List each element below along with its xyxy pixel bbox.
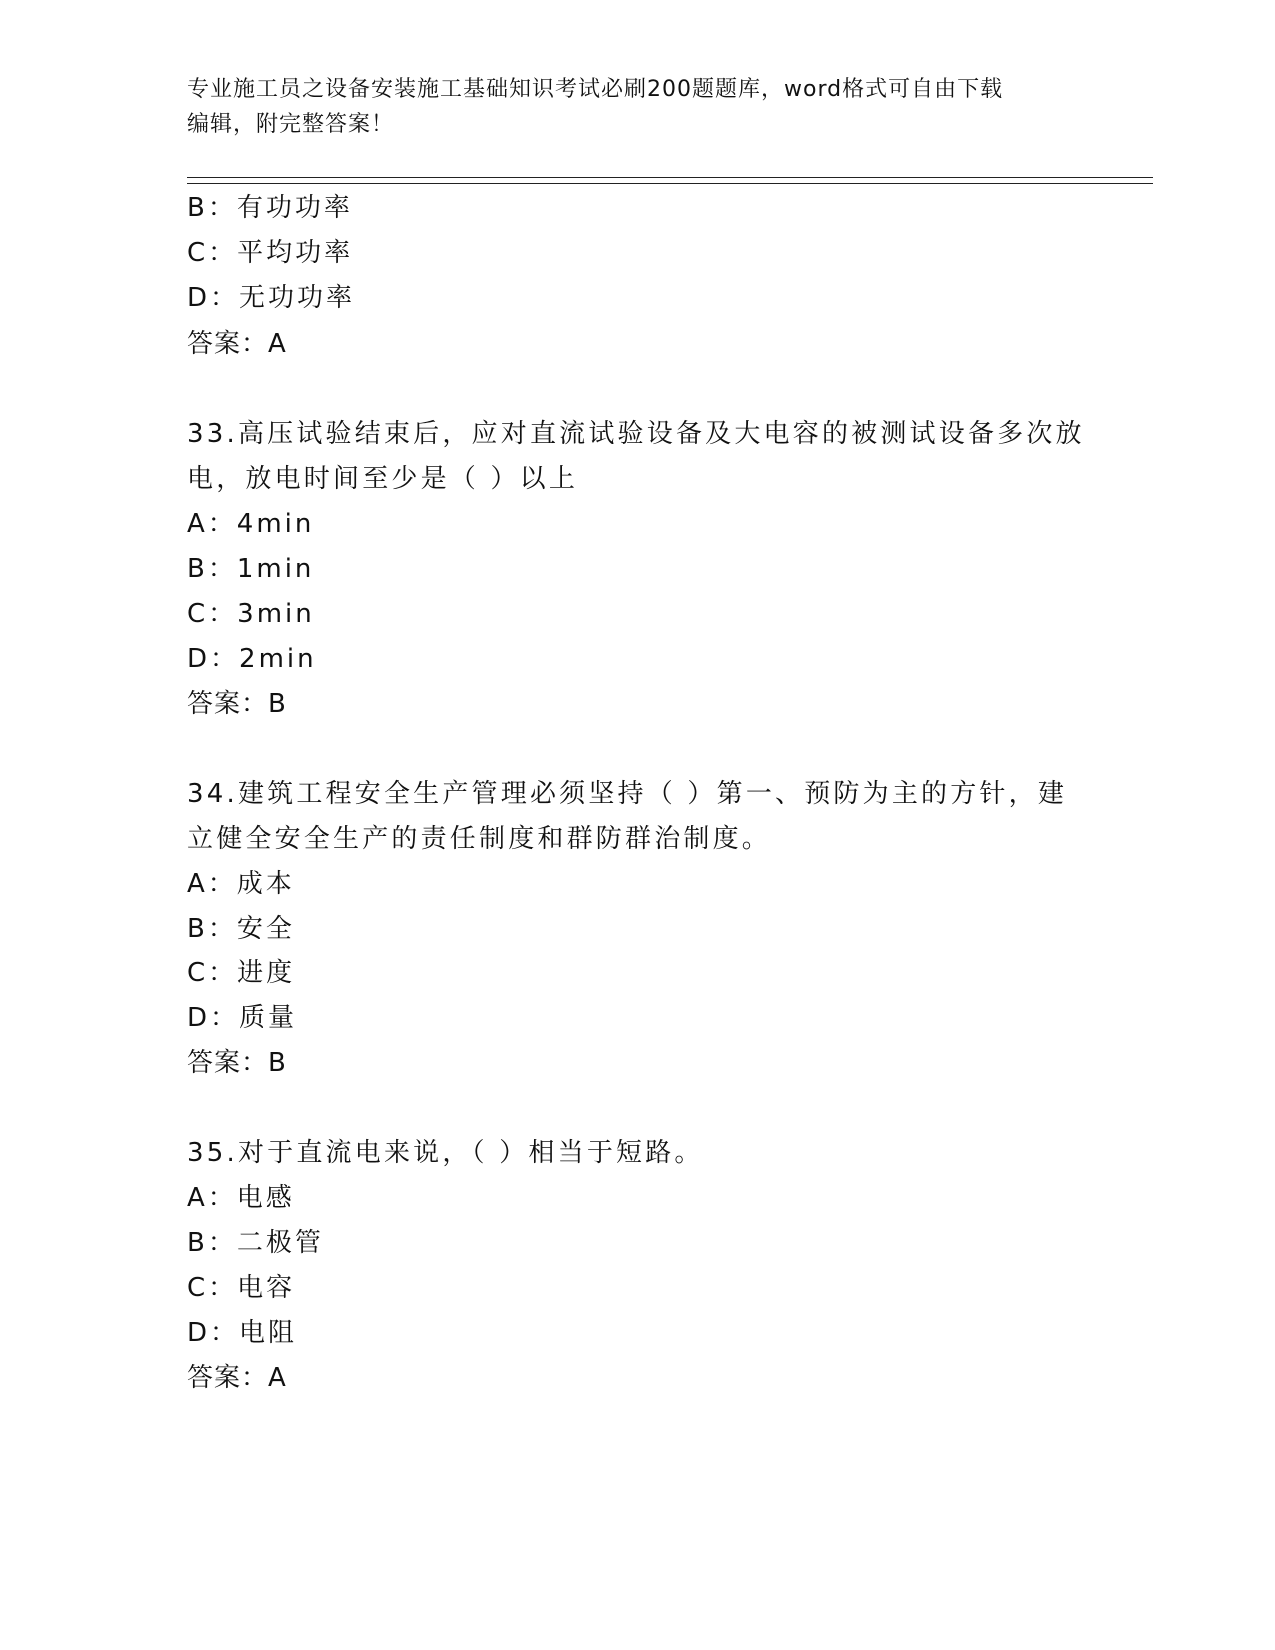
header-divider-bottom xyxy=(187,183,1153,184)
option-c: C：3min xyxy=(187,599,315,629)
option-c: C：平均功率 xyxy=(187,238,354,268)
option-b: B：有功功率 xyxy=(187,193,353,223)
option-a: A：成本 xyxy=(187,869,295,899)
option-b: B：安全 xyxy=(187,914,295,944)
answer: 答案：A xyxy=(187,329,287,359)
document-header xyxy=(187,72,1067,142)
option-a: A：4min xyxy=(187,509,315,539)
question-33-text-line-1: 33.高压试验结束后，应对直流试验设备及大电容的被测试设备多次放 xyxy=(187,419,1085,449)
answer: 答案：A xyxy=(187,1363,287,1393)
option-c: C：进度 xyxy=(187,958,296,988)
header-line-2: 编辑，附完整答案！ xyxy=(187,112,395,137)
option-d: D：电阻 xyxy=(187,1318,298,1348)
option-b: B：1min xyxy=(187,554,315,584)
header-divider-top xyxy=(187,177,1153,178)
option-d: D：质量 xyxy=(187,1003,298,1033)
question-34-text-line-1: 34.建筑工程安全生产管理必须坚持（ ）第一、预防为主的方针，建 xyxy=(187,779,1068,809)
option-c: C：电容 xyxy=(187,1273,296,1303)
option-b: B：二极管 xyxy=(187,1228,324,1258)
question-33-text-line-2: 电，放电时间至少是（ ）以上 xyxy=(187,464,579,494)
header-line-1: 专业施工员之设备安装施工基础知识考试必刷200题题库，word格式可自由下载 xyxy=(187,77,1004,102)
answer: 答案：B xyxy=(187,689,287,719)
option-d: D：无功功率 xyxy=(187,283,356,313)
question-35-text: 35.对于直流电来说，（ ）相当于短路。 xyxy=(187,1138,704,1168)
option-d: D：2min xyxy=(187,644,317,674)
answer: 答案：B xyxy=(187,1048,287,1078)
option-a: A：电感 xyxy=(187,1183,295,1213)
question-34-text-line-2: 立健全安全生产的责任制度和群防群治制度。 xyxy=(187,824,772,854)
